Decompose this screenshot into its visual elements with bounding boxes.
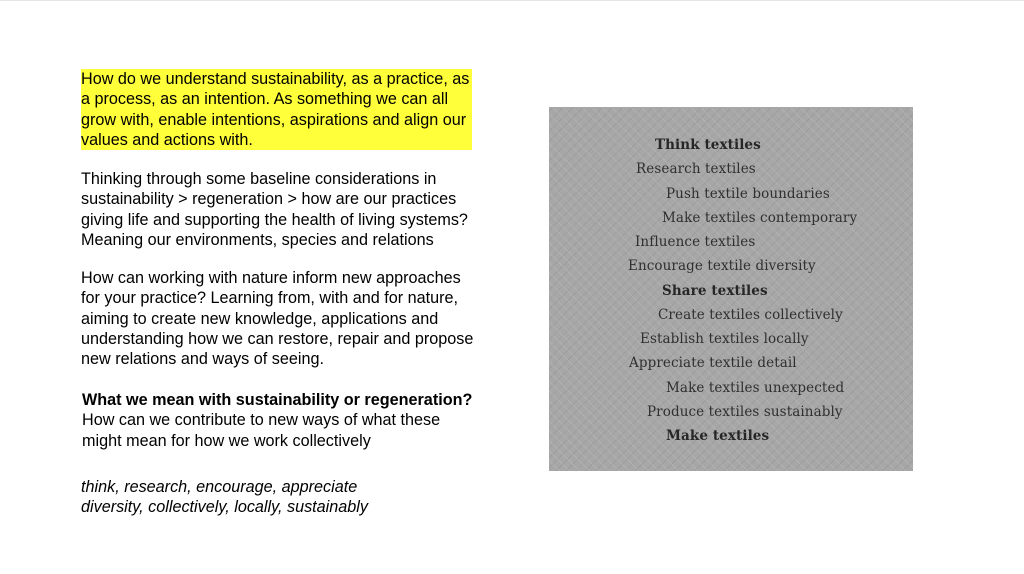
meaning-line: How can we contribute to new ways of what these xyxy=(82,411,441,430)
textiles-item: Make textiles unexpected xyxy=(666,380,845,396)
baseline-line: Thinking through some baseline considerations in xyxy=(81,170,437,188)
nature-line: new relations and ways of seeing. xyxy=(81,350,324,369)
baseline-line: giving life and supporting the health of living systems? xyxy=(81,210,468,229)
keywords-paragraph xyxy=(81,477,368,518)
textiles-panel xyxy=(549,107,913,471)
nature-paragraph xyxy=(81,268,473,369)
textiles-item: Influence textiles xyxy=(635,234,756,250)
top-divider xyxy=(0,0,1024,1)
textiles-item: Create textiles collectively xyxy=(658,307,843,323)
textiles-item: Push textile boundaries xyxy=(666,186,830,202)
intro-line: grow with, enable intentions, aspirations and align our xyxy=(81,110,472,130)
baseline-line: Meaning our environments, species and relations xyxy=(81,230,434,249)
intro-line: How do we understand sustainability, as a practice, as xyxy=(81,69,472,89)
intro-line: values and actions with. xyxy=(81,130,472,150)
textiles-item: Share textiles xyxy=(662,283,768,299)
keywords-line: diversity, collectively, locally, sustainably xyxy=(81,498,368,517)
textiles-item: Make textiles contemporary xyxy=(662,210,858,226)
keywords-line: think, research, encourage, appreciate xyxy=(81,478,358,496)
textiles-item: Think textiles xyxy=(655,137,761,153)
nature-line: for your practice? Learning from, with and for nature, xyxy=(81,289,458,308)
textiles-item: Produce textiles sustainably xyxy=(647,404,843,420)
intro-paragraph xyxy=(81,69,472,150)
textiles-item: Make textiles xyxy=(666,428,770,444)
meaning-line: might mean for how we work collectively xyxy=(82,431,371,450)
baseline-line: sustainability > regeneration > how are our practices xyxy=(81,190,457,209)
baseline-paragraph xyxy=(81,169,468,250)
meaning-paragraph xyxy=(82,390,472,451)
textiles-item: Encourage textile diversity xyxy=(628,258,816,274)
nature-line: How can working with nature inform new approaches xyxy=(81,269,461,287)
intro-line: a process, as an intention. As something we can all xyxy=(81,89,472,109)
nature-line: understanding how we can restore, repair and propose xyxy=(81,329,474,348)
textiles-item: Establish textiles locally xyxy=(640,331,809,347)
meaning-heading: What we mean with sustainability or regeneration? xyxy=(82,391,473,409)
textiles-item: Appreciate textile detail xyxy=(629,355,797,371)
textiles-item: Research textiles xyxy=(636,161,756,177)
nature-line: aiming to create new knowledge, applications and xyxy=(81,309,439,328)
